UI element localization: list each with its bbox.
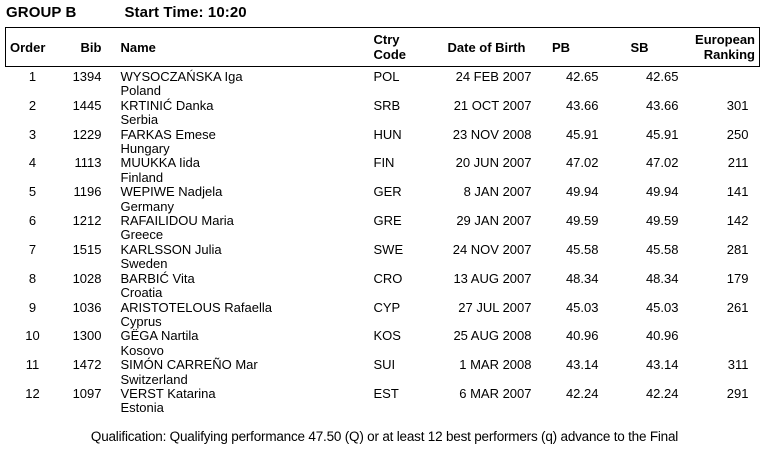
pb-cell: 49.94 — [565, 184, 599, 200]
table-row — [6, 67, 760, 99]
header-bib: Bib — [80, 39, 102, 55]
header-pb: PB — [551, 39, 571, 55]
sb-cell: 43.14 — [645, 357, 679, 373]
table-header — [6, 28, 760, 67]
sb-cell: 48.34 — [645, 270, 679, 286]
name-cell — [106, 387, 367, 416]
ctry-code-cell: EST — [373, 385, 399, 401]
country-name: Cyprus — [120, 313, 162, 329]
athlete-name: KRTINIĆ Danka — [120, 97, 214, 113]
athlete-name: SIMÓN CARREÑO Mar — [120, 357, 258, 373]
order-cell: 12 — [25, 385, 40, 401]
bib-cell: 1212 — [72, 213, 102, 229]
country-name: Sweden — [120, 256, 168, 272]
name-cell — [106, 128, 367, 157]
order-cell: 11 — [25, 357, 40, 373]
country-name: Kosovo — [120, 342, 164, 358]
header-name: Name — [120, 39, 156, 55]
sb-cell: 49.59 — [645, 213, 679, 229]
european-ranking-cell: 211 — [727, 155, 749, 171]
ctry-code-cell: CYP — [373, 299, 401, 315]
start-time-label: Start Time: 10:20 — [124, 4, 247, 21]
ctry-code-cell: GER — [373, 184, 402, 200]
date-of-birth-cell: 25 AUG 2008 — [453, 328, 532, 344]
order-cell: 4 — [28, 155, 37, 171]
pb-cell: 45.03 — [565, 299, 599, 315]
bib-cell: 1394 — [72, 69, 102, 84]
country-name: Serbia — [120, 112, 159, 128]
bib-cell: 1229 — [72, 126, 102, 142]
header-date-of-birth: Date of Birth — [447, 39, 526, 55]
order-cell: 10 — [25, 328, 40, 344]
european-ranking-cell: 179 — [726, 270, 749, 286]
athlete-name: KARLSSON Julia — [120, 241, 222, 257]
european-ranking-cell: 311 — [727, 357, 749, 373]
pb-cell: 45.58 — [565, 241, 599, 257]
order-cell: 5 — [28, 184, 37, 200]
header-sb: SB — [630, 39, 649, 55]
header-european-ranking — [682, 28, 760, 67]
qualification-note: Qualification: Qualifying performance 47.50 (Q) or at least 12 best performers (q) advance to the Final — [90, 428, 679, 444]
sb-cell: 45.03 — [645, 299, 679, 315]
bib-cell: 1515 — [72, 241, 102, 257]
ctry-code-cell: SRB — [373, 97, 401, 113]
date-of-birth-cell: 21 OCT 2007 — [453, 97, 532, 113]
header-european-ranking-line2: Ranking — [703, 47, 755, 62]
name-cell — [106, 67, 367, 99]
athlete-name: MUUKKA Iida — [120, 155, 200, 171]
pb-cell: 43.66 — [565, 97, 599, 113]
pb-cell: 40.96 — [565, 328, 599, 344]
country-name: Hungary — [120, 141, 170, 157]
table-row — [6, 358, 760, 387]
sb-cell: 45.91 — [645, 126, 679, 142]
name-cell — [106, 329, 367, 358]
athlete-name: WEPIWE Nadjela — [120, 184, 223, 200]
european-ranking-cell: 291 — [726, 385, 749, 401]
athlete-name: GËGA Nartila — [120, 328, 199, 344]
sb-cell: 43.66 — [645, 97, 679, 113]
table-row — [6, 329, 760, 358]
country-name: Switzerland — [120, 371, 188, 387]
bib-cell: 1097 — [72, 385, 102, 401]
bib-cell: 1036 — [72, 299, 102, 315]
start-list-table — [5, 27, 760, 416]
order-cell: 6 — [28, 213, 37, 229]
european-ranking-cell: 281 — [726, 241, 749, 257]
bib-cell: 1472 — [72, 357, 102, 373]
ctry-code-cell: SWE — [373, 241, 404, 257]
european-ranking-cell: 142 — [726, 213, 749, 229]
date-of-birth-cell: 13 AUG 2007 — [453, 270, 532, 286]
athlete-name: VERST Katarina — [120, 385, 216, 401]
name-cell — [106, 185, 367, 214]
table-row — [6, 185, 760, 214]
date-of-birth-cell: 27 JUL 2007 — [458, 299, 532, 315]
country-name: Estonia — [120, 400, 164, 416]
pb-cell: 42.65 — [565, 69, 599, 84]
ctry-code-cell: POL — [373, 69, 400, 84]
bib-cell: 1445 — [72, 97, 102, 113]
order-cell: 9 — [28, 299, 37, 315]
bib-cell: 1113 — [74, 155, 102, 171]
name-cell — [106, 301, 367, 330]
country-name: Croatia — [120, 285, 163, 301]
name-cell — [106, 358, 367, 387]
table-row — [6, 387, 760, 416]
bib-cell: 1196 — [73, 184, 102, 200]
european-ranking-cell: 261 — [726, 299, 749, 315]
table-row — [6, 301, 760, 330]
table-row — [6, 99, 760, 128]
name-cell — [106, 272, 367, 301]
date-of-birth-cell: 20 JUN 2007 — [455, 155, 532, 171]
ctry-code-cell: KOS — [373, 328, 401, 344]
bib-cell: 1028 — [72, 270, 102, 286]
header-order: Order — [10, 39, 46, 55]
pb-cell: 43.14 — [565, 357, 599, 373]
european-ranking-cell — [682, 67, 760, 99]
header-row — [6, 28, 760, 67]
table-row — [6, 214, 760, 243]
european-ranking-cell — [682, 329, 760, 358]
header-ctry-code-line2: Code — [373, 47, 406, 62]
group-label: GROUP B — [6, 4, 77, 21]
ctry-code-cell: GRE — [373, 213, 402, 229]
european-ranking-cell: 301 — [726, 97, 749, 113]
sb-cell: 47.02 — [645, 155, 679, 171]
table-row — [6, 272, 760, 301]
date-of-birth-cell: 23 NOV 2008 — [452, 126, 532, 142]
date-of-birth-cell: 1 MAR 2008 — [459, 357, 532, 373]
header-european-ranking-line1: European — [695, 32, 755, 47]
sb-cell: 40.96 — [645, 328, 679, 344]
country-name: Poland — [120, 83, 161, 99]
sb-cell: 42.24 — [645, 385, 679, 401]
date-of-birth-cell: 24 FEB 2007 — [455, 69, 532, 84]
athlete-name: FARKAS Emese — [120, 126, 216, 142]
ctry-code-cell: FIN — [373, 155, 395, 171]
pb-cell: 47.02 — [565, 155, 599, 171]
bib-cell: 1300 — [72, 328, 102, 344]
name-cell — [106, 243, 367, 272]
header-ctry-code — [367, 28, 437, 67]
name-cell — [106, 156, 367, 185]
athlete-name: WYSOCZAŃSKA Iga — [120, 69, 243, 84]
date-of-birth-cell: 29 JAN 2007 — [456, 213, 532, 229]
sb-cell: 42.65 — [645, 69, 679, 84]
pb-cell: 48.34 — [565, 270, 599, 286]
order-cell: 2 — [28, 97, 37, 113]
order-cell: 7 — [28, 241, 37, 257]
order-cell: 8 — [28, 270, 37, 286]
ctry-code-cell: SUI — [373, 357, 396, 373]
athlete-name: BARBIĆ Vita — [120, 270, 195, 286]
country-name: Finland — [120, 169, 164, 185]
sb-cell: 49.94 — [645, 184, 679, 200]
date-of-birth-cell: 24 NOV 2007 — [452, 241, 532, 257]
table-row — [6, 243, 760, 272]
ctry-code-cell: HUN — [373, 126, 402, 142]
athlete-name: ARISTOTELOUS Rafaella — [120, 299, 272, 315]
order-cell: 1 — [28, 69, 37, 84]
name-cell — [106, 99, 367, 128]
european-ranking-cell: 250 — [726, 126, 749, 142]
name-cell — [106, 214, 367, 243]
date-of-birth-cell: 6 MAR 2007 — [459, 385, 532, 401]
order-cell: 3 — [28, 126, 37, 142]
athlete-name: RAFAILIDOU Maria — [120, 213, 234, 229]
title-row — [6, 4, 764, 22]
country-name: Germany — [120, 198, 174, 214]
date-of-birth-cell: 8 JAN 2007 — [463, 184, 532, 200]
table-row — [6, 128, 760, 157]
country-name: Greece — [120, 227, 164, 243]
sb-cell: 45.58 — [645, 241, 679, 257]
table-body — [6, 67, 760, 416]
pb-cell: 45.91 — [565, 126, 599, 142]
table-row — [6, 156, 760, 185]
pb-cell: 42.24 — [565, 385, 599, 401]
header-ctry-code-line1: Ctry — [373, 32, 400, 47]
european-ranking-cell: 141 — [726, 184, 749, 200]
pb-cell: 49.59 — [565, 213, 599, 229]
ctry-code-cell: CRO — [373, 270, 403, 286]
